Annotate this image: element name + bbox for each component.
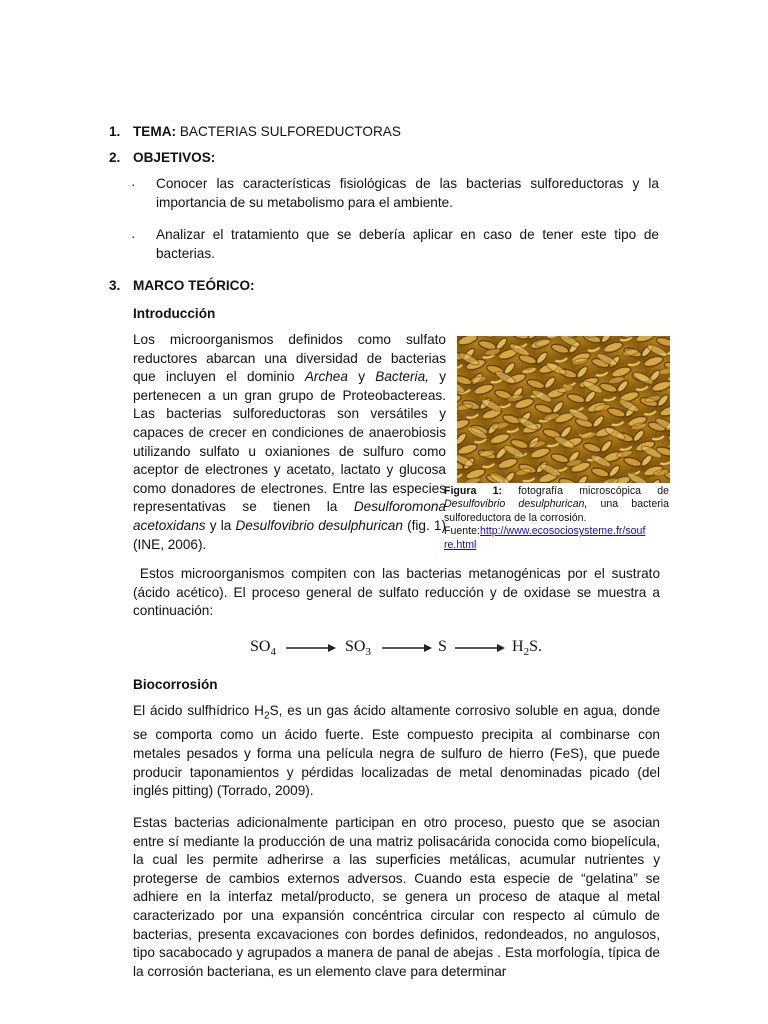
objective-2: Analizar el tratamiento que se debería aplicar en caso de tener este tipo de bacterias. [156, 227, 659, 261]
intro-text-bacteria: Bacteria, [375, 369, 429, 385]
objective-1: Conocer las características fisiológicas de las bacterias sulforeductoras y la importancia de su metabolismo para el ambiente. [156, 176, 659, 210]
figure-species: Desulfovibrio desulphurican, [444, 498, 588, 511]
section-1-number: 1. [109, 124, 121, 139]
biocorrosion-text: El ácido sulfhídrico H [133, 703, 265, 718]
equation-term-h2s-sub: 2 [523, 646, 530, 659]
intro-text: y pertenecen a un gran grupo de Proteobactereas. Las bacterias sulforeductoras son versátiles y capaces de crecer en condiciones de anaerobiosis utilizando sulfato u oxianiones de sulfuro como aceptor de electrones y acetato, lactato y glucosa como donadores de electrones. Entre las especies representativas se tienen la [133, 369, 446, 515]
micrograph-image [457, 336, 670, 483]
equation-term-h2s-s: S. [529, 638, 542, 655]
equation-term-h2s-h: H [512, 638, 524, 655]
intro-text: y [347, 369, 376, 385]
equation-term-h2s [512, 636, 542, 663]
biocorrosion-paragraph-2: Estas bacterias adicionalmente participan en otro proceso, puesto que se asocian entre sí mediante la producción de una matriz polisacárida conocida como biopelícula, la cual les permite adherirse a las superficies metálicas, acumular nutrientes y protegerse de cambios externos adversos. Cuando esta especie de “gelatina” se adhiere en la interfaz metal/producto, se genera un proceso de ataque al metal caracterizado por una expansión concéntrica circular con respecto al cúmulo de bacterias, presenta excavaciones con bordes definidos, redondeados, no angulosos, tipo sacabocado y agrupados a manera de panal de abejas . Esta morfología, típica de la corrosión bacteriana, es un elemento clave para determinar [133, 815, 660, 979]
intro-heading: Introducción [133, 306, 216, 321]
objective-bullet: · [131, 177, 136, 192]
equation-term-so4-sub: 4 [270, 646, 276, 659]
intro-text: Los microorganismos definidos como sulfato reductores abarcan una diversidad de bacterias que incluyen el dominio [133, 332, 446, 385]
intro-text: y la [205, 517, 236, 533]
intro-species-1: Desulforomona acetoxidans [133, 499, 446, 533]
biocorrosion-text: S, es un gas ácido altamente corrosivo soluble en agua, donde se comporta como un ácido fuerte. Este compuesto precipita al combinarse con metales pesados y forma una película negra de sulfuro de hierro (FeS), que puede producir taponamientos y pérdidas localizadas de metal denominadas picado (del inglés pitting) (Torrado, 2009). [133, 703, 660, 799]
equation-term-so3-sub: 3 [365, 646, 371, 659]
figure-source-link-line-2: re.html [444, 538, 477, 551]
objective-bullet: · [131, 229, 136, 244]
biocorrosion-paragraph-1 [133, 702, 660, 801]
intro-text-archea: Archea [304, 369, 348, 385]
intro-paragraph-2-text: Estos microorganismos compiten con las bacterias metanogénicas por el sustrato (ácido acético). El proceso general de sulfato reducción y de oxidase se muestra a continuación: [133, 566, 661, 619]
intro-paragraph-1 [133, 331, 446, 554]
figure-source-label: Fuente: [444, 525, 480, 538]
section-2-number: 2. [109, 150, 121, 165]
figure-source-link-line-1: http://www.ecosociosysteme.fr/souf [479, 525, 646, 538]
section-1-text: BACTERIAS SULFOREDUCTORAS [179, 124, 401, 139]
section-3-number: 3. [109, 278, 121, 293]
equation-term-so3-base: SO [345, 638, 366, 655]
biocorrosion-subscript: 2 [264, 710, 270, 722]
sulfate-reduction-equation [250, 636, 550, 660]
intro-paragraph-2 [133, 565, 660, 621]
equation-term-so4 [250, 636, 276, 663]
arrow-icon [455, 642, 505, 654]
equation-term-so4-base: SO [250, 638, 271, 655]
section-1-label: TEMA: [133, 124, 177, 139]
arrow-icon [286, 642, 336, 654]
section-3-label: MARCO TEÓRICO: [133, 278, 255, 293]
section-1-title [133, 123, 401, 142]
arrow-icon [382, 642, 432, 654]
section-2-label: OBJETIVOS: [133, 150, 216, 165]
intro-text: (fig. 1) (INE, 2006). [133, 517, 446, 552]
figure-caption [444, 485, 669, 552]
figure-label: Figura 1: [444, 485, 503, 497]
equation-term-so3 [345, 636, 371, 663]
figure-caption-text: una bacteria sulforeductora de la corrosión. [444, 498, 669, 524]
biocorrosion-heading: Biocorrosión [133, 677, 218, 692]
equation-term-s: S [438, 638, 447, 655]
figure-caption-text: fotografía microscópica de [502, 485, 670, 497]
intro-species-2: Desulfovibrio desulphurican [235, 517, 403, 533]
